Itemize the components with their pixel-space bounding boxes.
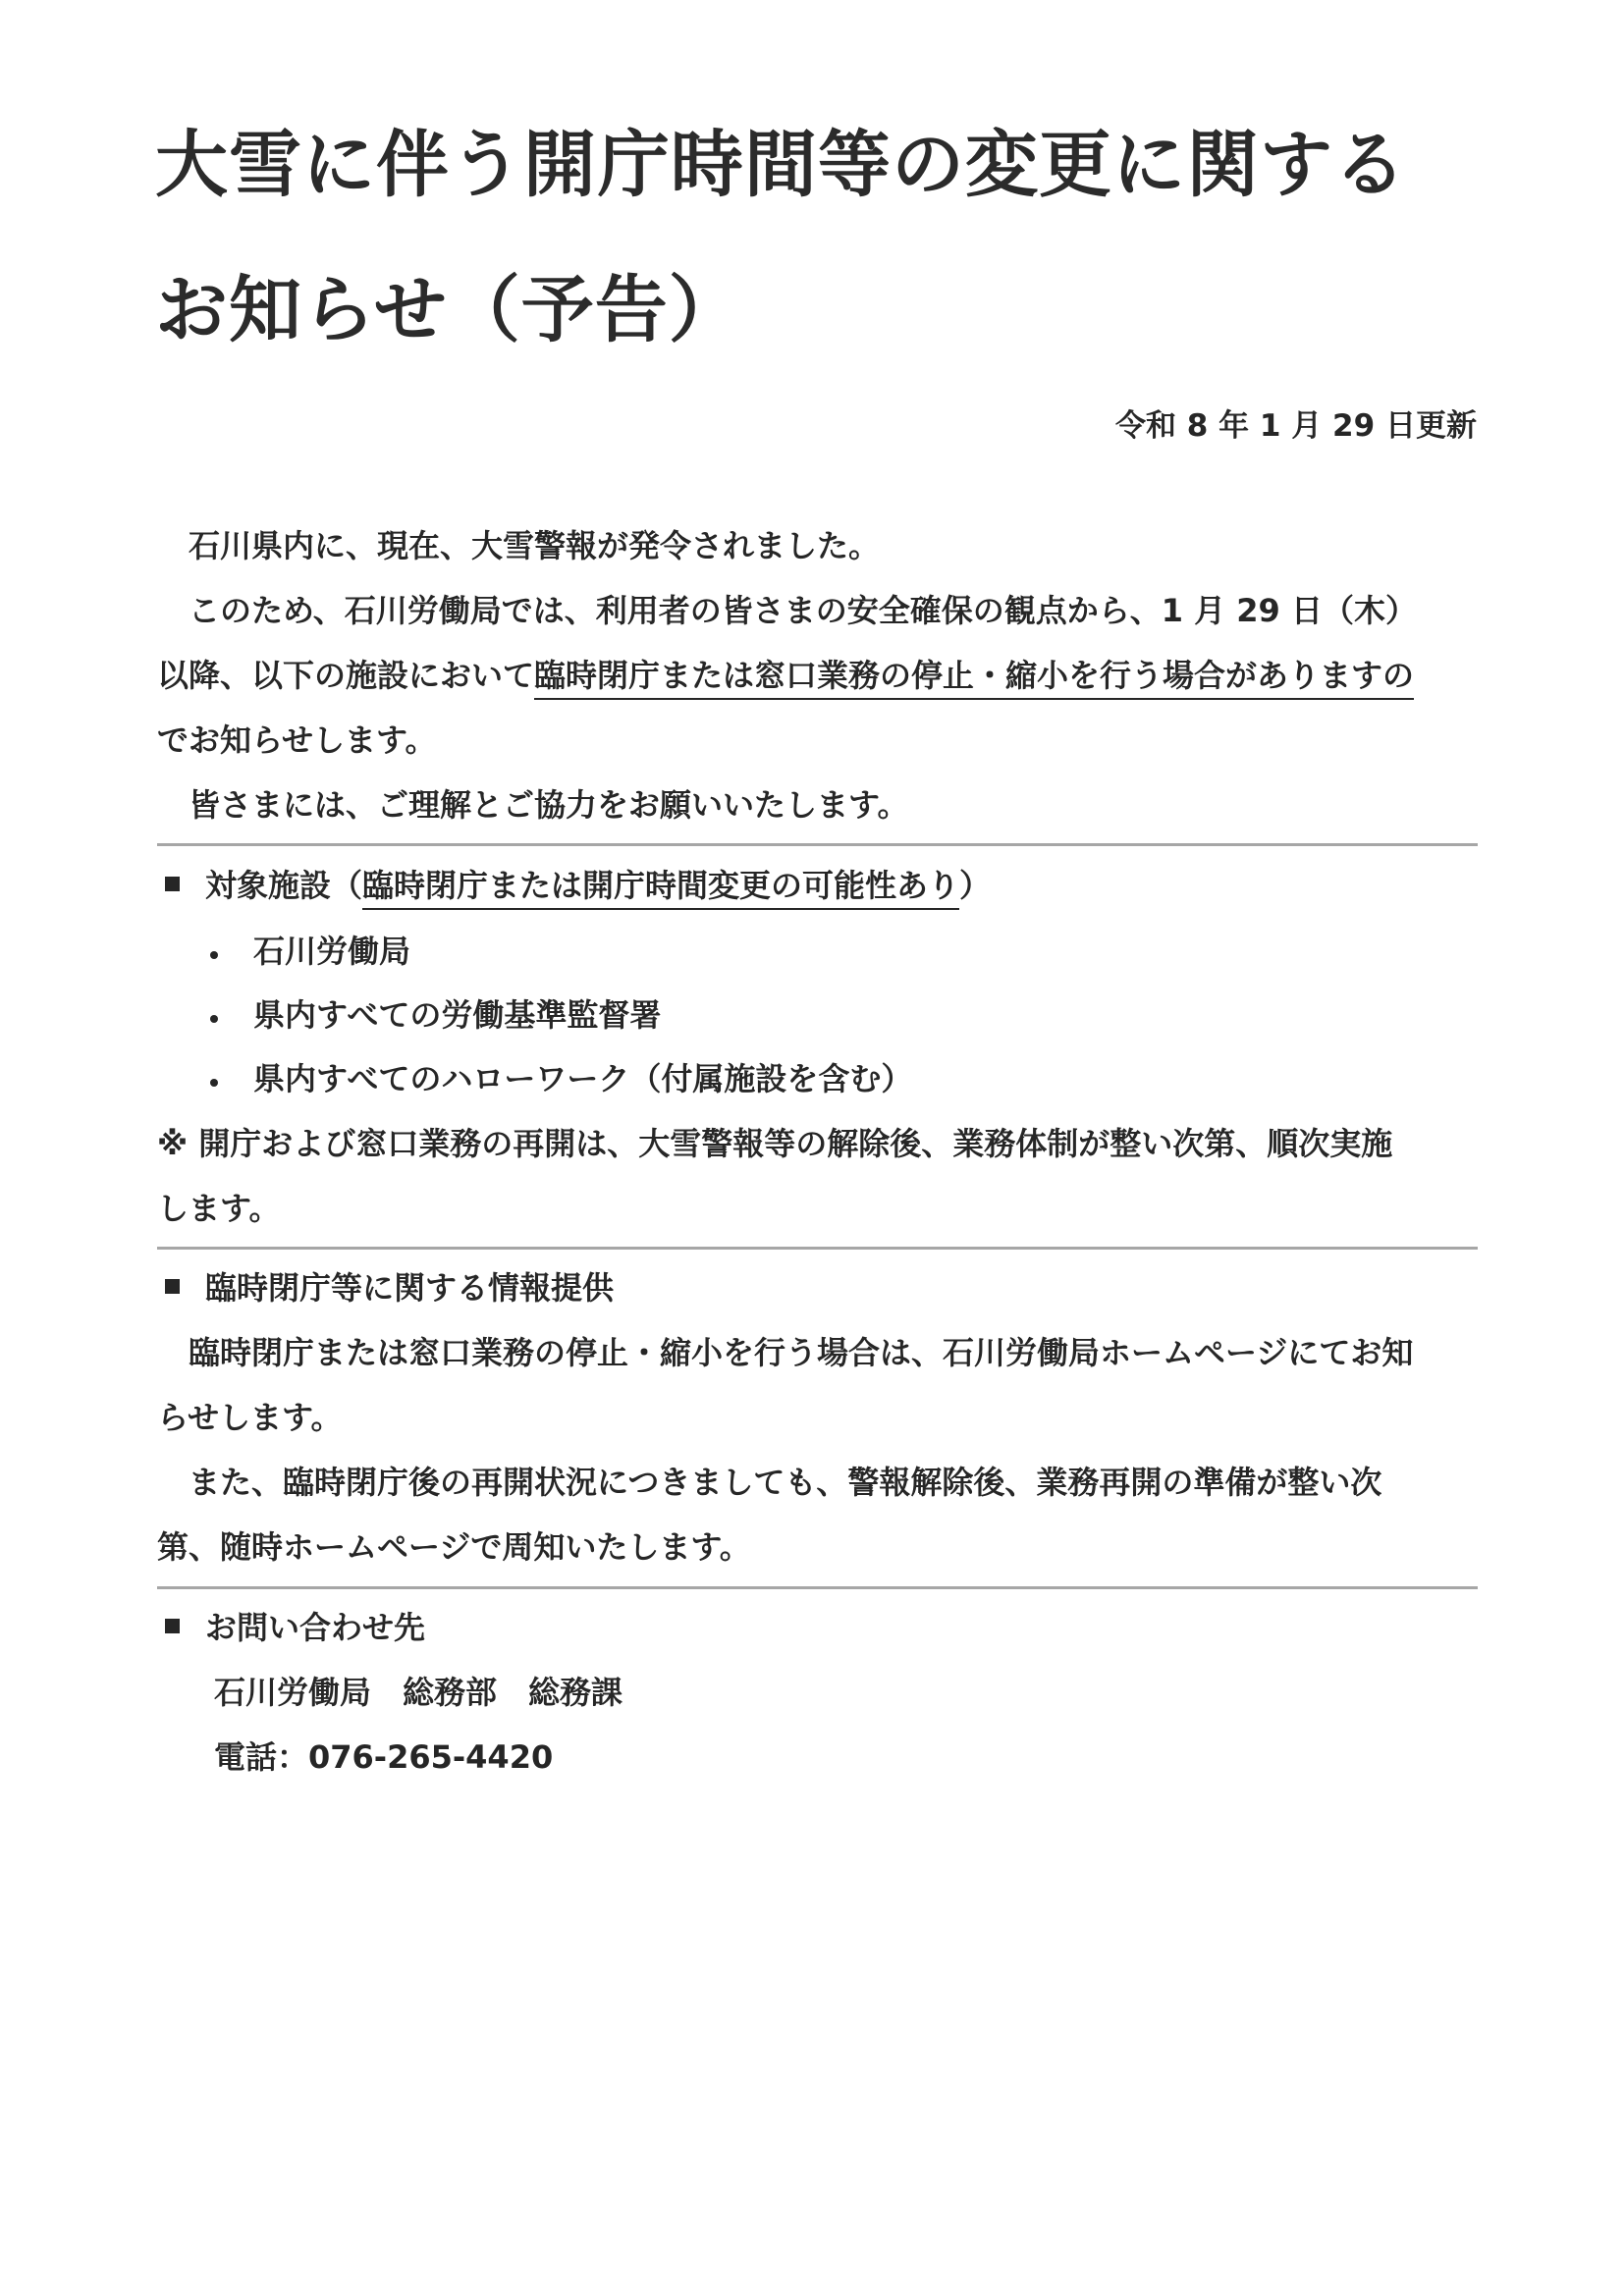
facilities-note-line-2: します。 (157, 1190, 281, 1227)
info-heading (157, 1269, 615, 1307)
heading-text: 対象施設（ (205, 867, 363, 904)
heading-text: ） (959, 867, 992, 904)
list-item: 県内すべてのハローワーク（付属施設を含む） (253, 1060, 913, 1097)
intro-paragraph-3: 皆さまには、ご理解とご協力をお願いいたします。 (189, 786, 909, 824)
intro-paragraph-2-line-3: でお知らせします。 (157, 721, 437, 759)
bullet-icon (210, 1079, 218, 1087)
underlined-text: 臨時閉庁または開庁時間変更の可能性あり (362, 867, 959, 910)
info-paragraph-2-line-2: 第、随時ホームページで周知いたします。 (157, 1528, 751, 1566)
contact-department: 石川労働局 総務部 総務課 (214, 1674, 623, 1711)
intro-text: 以降、以下の施設において (157, 657, 535, 694)
contact-heading (157, 1609, 426, 1646)
intro-paragraph-1: 石川県内に、現在、大雪警報が発令されました。 (189, 527, 881, 564)
bullet-icon (210, 951, 218, 959)
info-paragraph-2-line-1: また、臨時閉庁後の再開状況につきましても、警報解除後、業務再開の準備が整い次 (189, 1464, 1382, 1501)
underlined-text: 臨時閉庁または窓口業務の停止・縮小を行う場合がありますの (534, 657, 1414, 700)
contact-phone: 電話：076-265-4420 (214, 1738, 554, 1776)
list-item: 県内すべての労働基準監督署 (253, 996, 662, 1034)
divider (157, 1586, 1478, 1589)
square-bullet-icon (165, 877, 180, 891)
intro-paragraph-2-line-1: このため、石川労働局では、利用者の皆さまの安全確保の観点から、1 月 29 日（木） (189, 592, 1417, 629)
intro-paragraph-2-line-2 (157, 657, 1415, 694)
heading-text: お問い合わせ先 (205, 1609, 426, 1646)
facilities-note-line-1: ※ 開庁および窓口業務の再開は、大雪警報等の解除後、業務体制が整い次第、順次実施 (157, 1125, 1393, 1162)
heading-text: 臨時閉庁等に関する情報提供 (205, 1269, 615, 1307)
square-bullet-icon (165, 1279, 180, 1294)
divider (157, 843, 1478, 846)
info-paragraph-1-line-1: 臨時閉庁または窓口業務の停止・縮小を行う場合は、石川労働局ホームページにてお知 (189, 1334, 1414, 1371)
square-bullet-icon (165, 1619, 180, 1633)
title-line-1: 大雪に伴う開庁時間等の変更に関する (155, 123, 1407, 207)
facilities-heading (157, 867, 992, 904)
list-item: 石川労働局 (253, 933, 411, 970)
bullet-icon (210, 1015, 218, 1023)
info-paragraph-1-line-2: らせします。 (157, 1399, 343, 1436)
updated-date: 令和 8 年 1 月 29 日更新 (1114, 408, 1477, 444)
title-line-2: お知らせ（予告） (155, 268, 742, 352)
divider (157, 1247, 1478, 1250)
